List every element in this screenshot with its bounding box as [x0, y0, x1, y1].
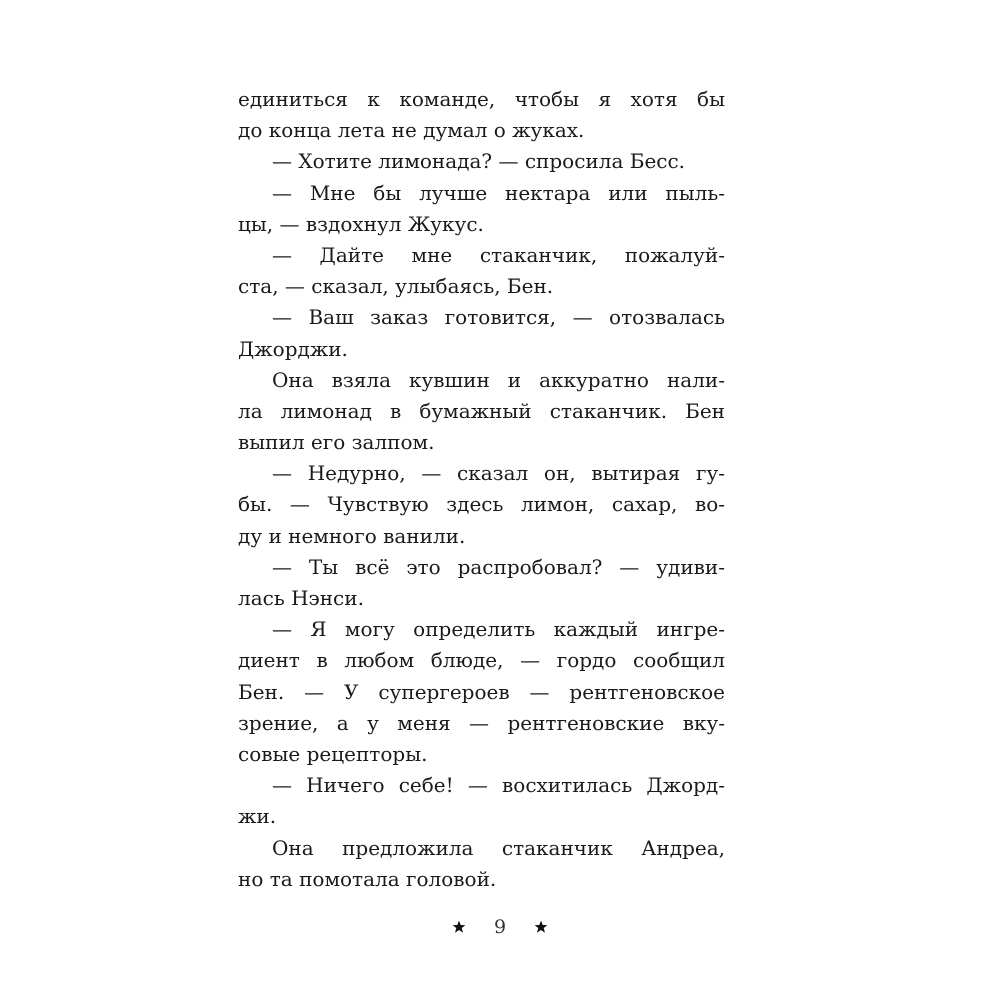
- text-line: — Мне бы лучше нектара или пыль-: [272, 180, 725, 205]
- text-line: Она предложила стаканчик Андреа,: [272, 835, 725, 860]
- text-line: — Недурно, — сказал он, вытирая гу-: [272, 461, 725, 486]
- text-line: зрение, а у меня — рентгеновские вку-: [238, 710, 725, 735]
- text-line: ла лимонад в бумажный стаканчик. Бен: [238, 398, 725, 423]
- text-line: Она взяла кувшин и аккуратно нали-: [272, 367, 725, 392]
- text-line: до конца лета не думал о жуках.: [238, 118, 585, 143]
- text-line: Джорджи.: [238, 336, 348, 361]
- star-ornament-icon: [452, 920, 466, 934]
- text-line: диент в любом блюде, — гордо сообщил: [238, 648, 725, 673]
- text-line: выпил его залпом.: [238, 430, 435, 455]
- text-line: — Ничего себе! — восхитилась Джорд-: [272, 773, 725, 798]
- text-line: единиться к команде, чтобы я хотя бы: [238, 87, 725, 111]
- text-line: — Дайте мне стаканчик, пожалуй-: [272, 242, 725, 267]
- star-ornament-icon: [534, 920, 548, 934]
- text-line: жи.: [238, 804, 277, 829]
- text-line: совые рецепторы.: [238, 741, 428, 766]
- text-line: цы, — вздохнул Жукус.: [238, 211, 484, 236]
- text-line: — Ваш заказ готовится, — отозвалась: [272, 305, 725, 330]
- page-number: 9: [493, 916, 507, 938]
- body-text: [238, 84, 725, 895]
- page-footer: [0, 912, 1000, 942]
- text-line: — Я могу определить каждый ингре-: [272, 617, 725, 642]
- text-line: — Хотите лимонада? — спросила Бесс.: [272, 149, 686, 174]
- text-line: но та помотала головой.: [238, 866, 497, 891]
- text-line: ду и немного ванили.: [238, 523, 466, 548]
- text-line: лась Нэнси.: [238, 586, 364, 610]
- text-line: бы. — Чувствую здесь лимон, сахар, во-: [238, 492, 725, 517]
- text-line: Бен. — У супергероев — рентгеновское: [238, 679, 725, 704]
- text-line: ста, — сказал, улыбаясь, Бен.: [238, 274, 554, 299]
- text-line: — Ты всё это распробовал? — удиви-: [272, 554, 725, 579]
